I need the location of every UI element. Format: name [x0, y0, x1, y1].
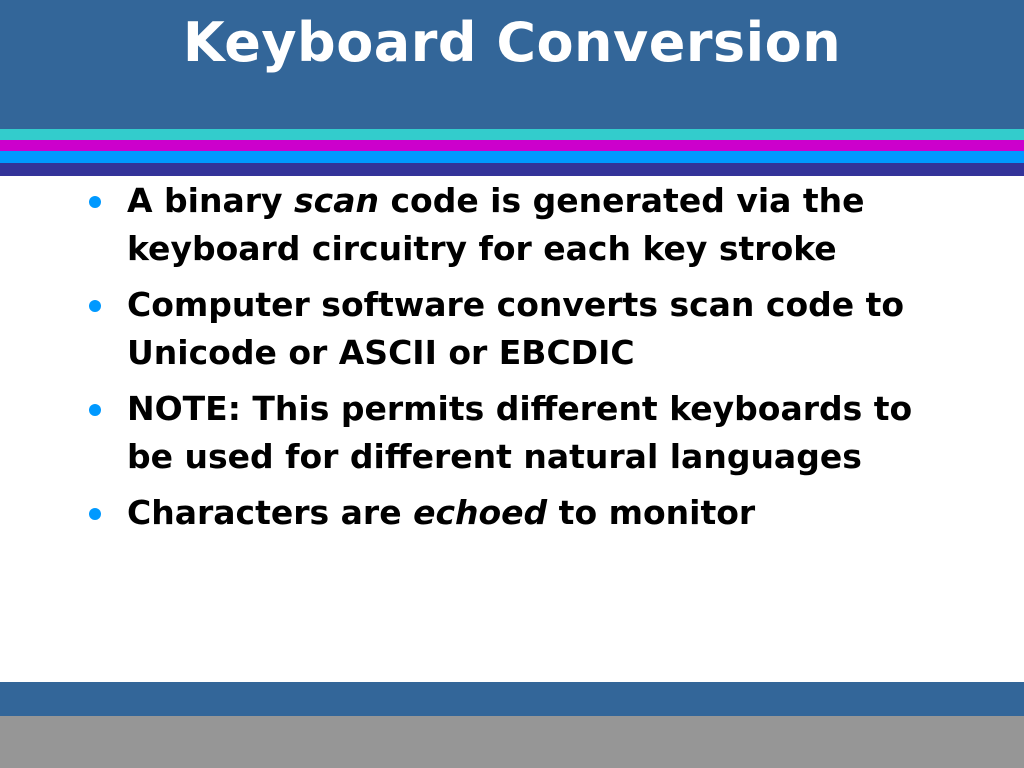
- bullet-dot-icon: [89, 508, 101, 520]
- decorative-stripe: [0, 151, 1024, 163]
- bullet-dot-icon: [89, 300, 101, 312]
- text-run: Characters are: [127, 493, 414, 532]
- bullet-text: [127, 285, 904, 372]
- bullet-text: [127, 181, 865, 268]
- decorative-stripe: [0, 140, 1024, 151]
- bullet-item: [0, 177, 1024, 273]
- slide-title: Keyboard Conversion: [182, 11, 842, 74]
- emphasis-text: echoed: [413, 493, 548, 532]
- bullet-text: [127, 389, 912, 476]
- bullet-dot-icon: [89, 404, 101, 416]
- text-run: to monitor: [547, 493, 756, 532]
- bullet-item: [0, 385, 1024, 481]
- decorative-stripe: [0, 163, 1024, 176]
- footer-bottom-band: [0, 716, 1024, 768]
- text-run: NOTE: This permits different keyboards to be used for different natural languages: [127, 389, 913, 476]
- emphasis-text: scan: [294, 181, 379, 220]
- bullet-dot-icon: [89, 196, 101, 208]
- bullet-list: [0, 177, 1024, 545]
- text-run: code is generated via the keyboard circuitry for each key stroke: [127, 181, 865, 268]
- decorative-stripe: [0, 129, 1024, 140]
- bullet-text: [127, 493, 755, 532]
- text-run: Computer software converts scan code to Unicode or ASCII or EBCDIC: [127, 285, 905, 372]
- footer-band: [0, 682, 1024, 716]
- text-run: A binary: [127, 181, 294, 220]
- bullet-item: [0, 489, 1024, 537]
- bullet-item: [0, 281, 1024, 377]
